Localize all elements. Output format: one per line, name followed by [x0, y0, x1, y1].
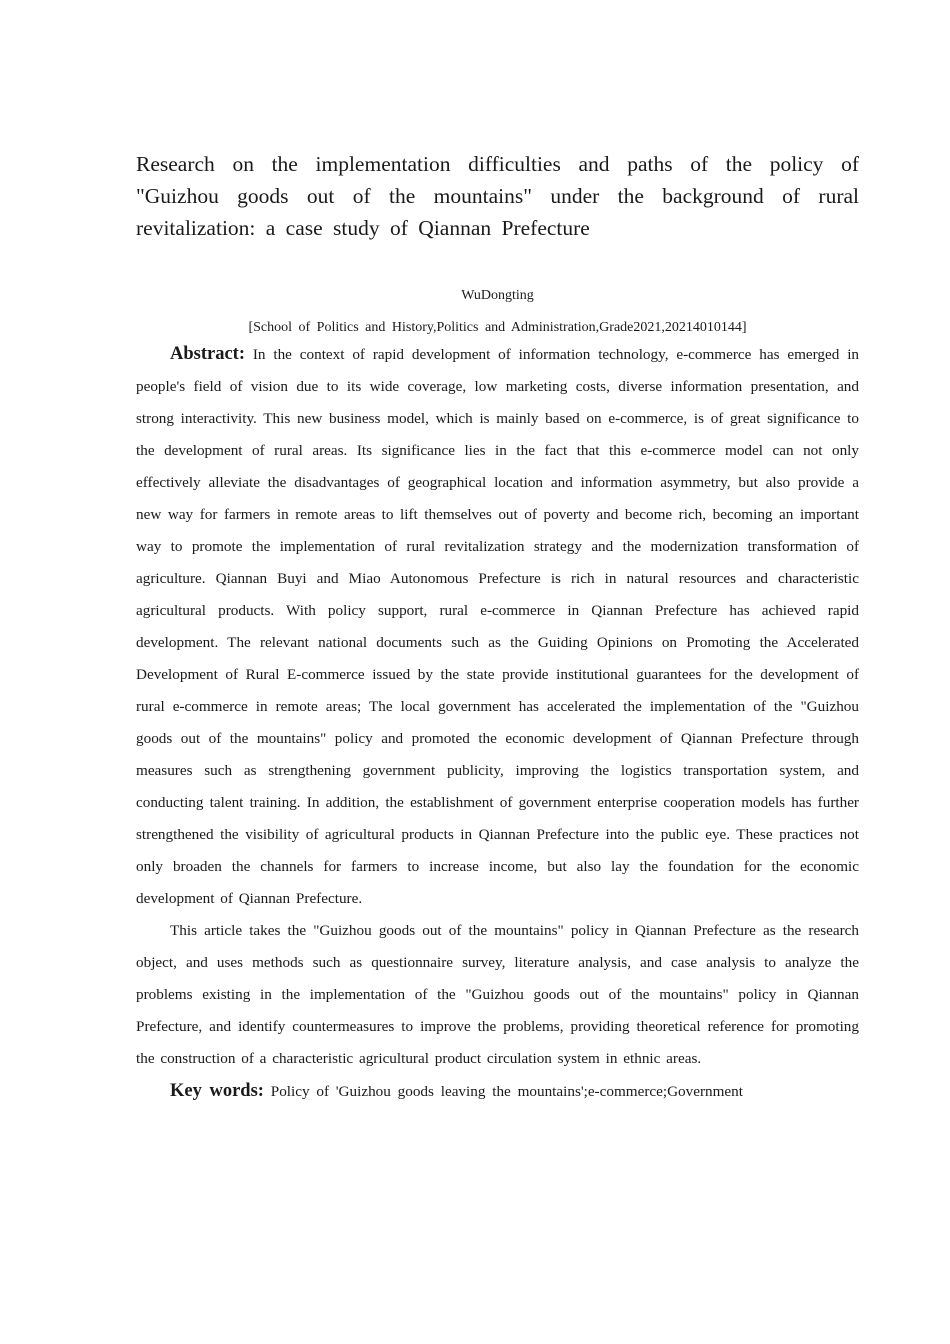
- abstract-paragraph-1: [136, 338, 859, 915]
- abstract-label: Abstract:: [170, 344, 246, 364]
- paper-page: [136, 148, 859, 1108]
- keywords-line: [136, 1075, 859, 1108]
- abstract-section: [136, 338, 859, 1108]
- author-name: WuDongting: [461, 288, 534, 303]
- abstract-text-1: In the context of rapid development of information technology, e-commerce has emerged in people's field of vision due to its wide coverage, low marketing costs, diverse information presentation, and strong interactivity. This new business model, which is mainly based on e-commerce, is of great significance to the development of rural areas. Its significance lies in the fact that this e-commerce model can not only effectively alleviate the disadvantages of geographical location and information asymmetry, but also provide a new way for farmers in remote areas to lift themselves out of poverty and become rich, becoming an important way to promote the implementation of rural revitalization strategy and the modernization transformation of agriculture. Qiannan Buyi and Miao Autonomous Prefecture is rich in natural resources and characteristic agricultural products. With policy support, rural e-commerce in Qiannan Prefecture has achieved rapid development. The relevant national documents such as the Guiding Opinions on Promoting the Accelerated Development of Rural E-commerce issued by the state provide institutional guarantees for the development of rural e-commerce in remote areas; The local government has accelerated the implementation of the "Guizhou goods out of the mountains" policy and promoted the economic development of Qiannan Prefecture through measures such as strengthening government publicity, improving the logistics transportation system, and conducting talent training. In addition, the establishment of government enterprise cooperation models has further strengthened the visibility of agricultural products in Qiannan Prefecture into the public eye. These practices not only broaden the channels for farmers to increase income, but also lay the foundation for the economic development of Qiannan Prefecture.: [136, 346, 860, 907]
- keywords-text: Policy of 'Guizhou goods leaving the mountains';e-commerce;Government: [270, 1083, 743, 1100]
- paper-title: Research on the implementation difficulties and paths of the policy of "Guizhou goods out of the mountains" under the background of rural revitalization: a case study of Qiannan Prefecture: [136, 152, 859, 240]
- keywords-label: Key words:: [170, 1081, 264, 1101]
- author-affiliation: [School of Politics and History,Politics and Administration,Grade2021,20214010144]: [248, 320, 747, 335]
- abstract-paragraph-2: This article takes the "Guizhou goods out of the mountains" policy in Qiannan Prefecture as the research object, and uses methods such as questionnaire survey, literature analysis, and case analysis to analyze the problems existing in the implementation of the "Guizhou goods out of the mountains" policy in Qiannan Prefecture, and identify countermeasures to improve the problems, providing theoretical reference for promoting the construction of a characteristic agricultural product circulation system in ethnic areas.: [136, 922, 859, 1067]
